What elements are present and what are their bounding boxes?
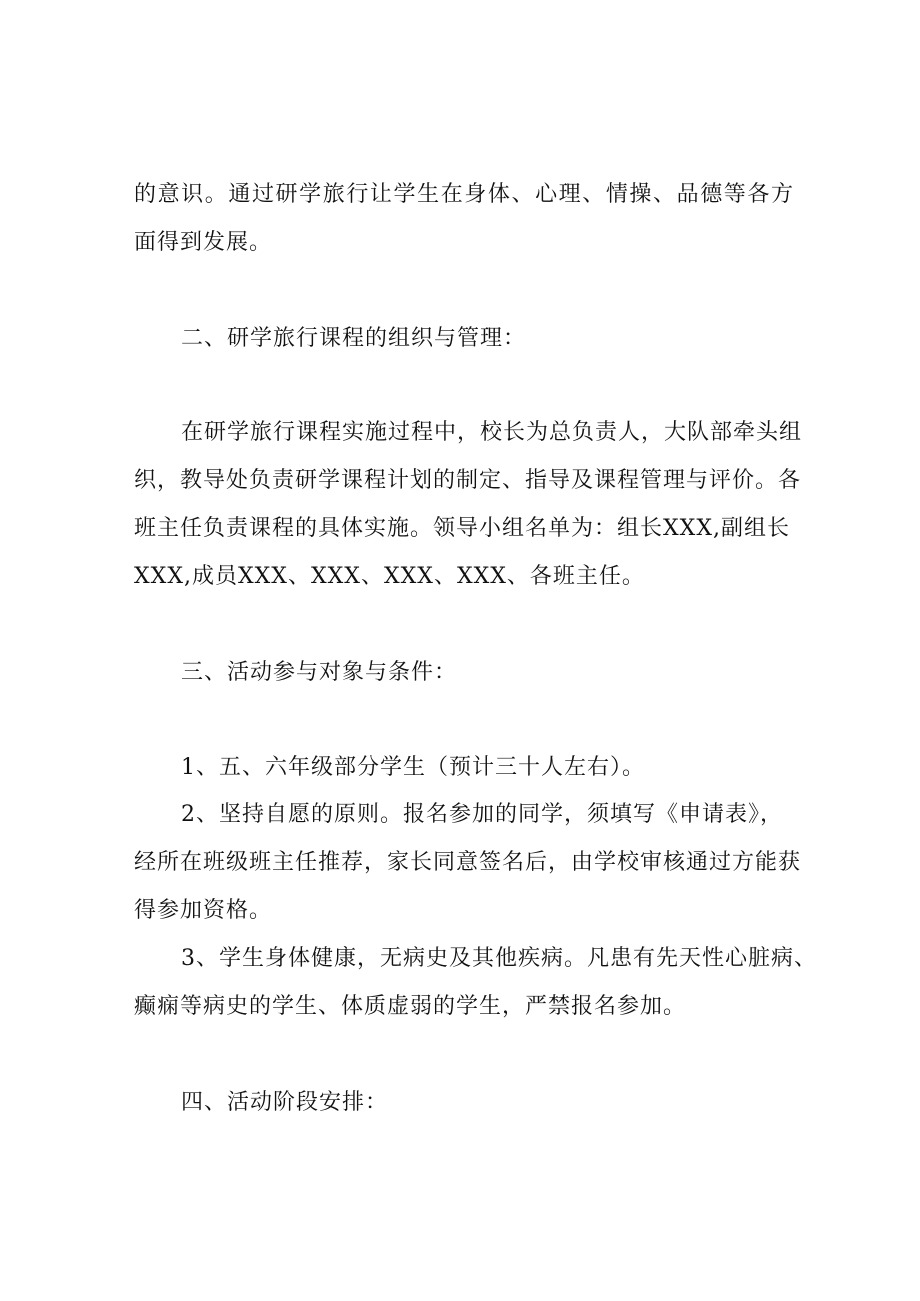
list-item: 1、五、六年级部分学生（预计三十人左右）。 [181, 755, 645, 780]
paragraph-line: 癫痫等病史的学生、体质虚弱的学生，严禁报名参加。 [134, 994, 687, 1019]
list-item: 3、学生身体健康，无病史及其他疾病。凡患有先天性心脏病、 [181, 946, 817, 971]
section-heading-participants: 三、活动参与对象与条件： [181, 660, 458, 685]
section-heading-organization: 二、研学旅行课程的组织与管理： [181, 326, 527, 351]
paragraph-line: 面得到发展。 [134, 230, 273, 255]
section-heading-schedule: 四、活动阶段安排： [181, 1090, 389, 1115]
paragraph-line: 得参加资格。 [134, 898, 273, 923]
paragraph-line: 经所在班级班主任推荐，家长同意签名后，由学校审核通过方能获 [134, 850, 802, 875]
list-item: 2、坚持自愿的原则。报名参加的同学，须填写《申请表》， [181, 802, 783, 827]
paragraph-line: 的意识。通过研学旅行让学生在身体、心理、情操、品德等各方 [134, 182, 794, 207]
paragraph-line: XXX,成员XXX、XXX、XXX、XXX、各班主任。 [134, 564, 645, 589]
paragraph-line: 班主任负责课程的具体实施。领导小组名单为：组长XXX,副组长 [134, 516, 790, 541]
paragraph-line: 织，教导处负责研学课程计划的制定、指导及课程管理与评价。各 [134, 468, 802, 493]
paragraph-line: 在研学旅行课程实施过程中，校长为总负责人，大队部牵头组 [181, 420, 803, 445]
